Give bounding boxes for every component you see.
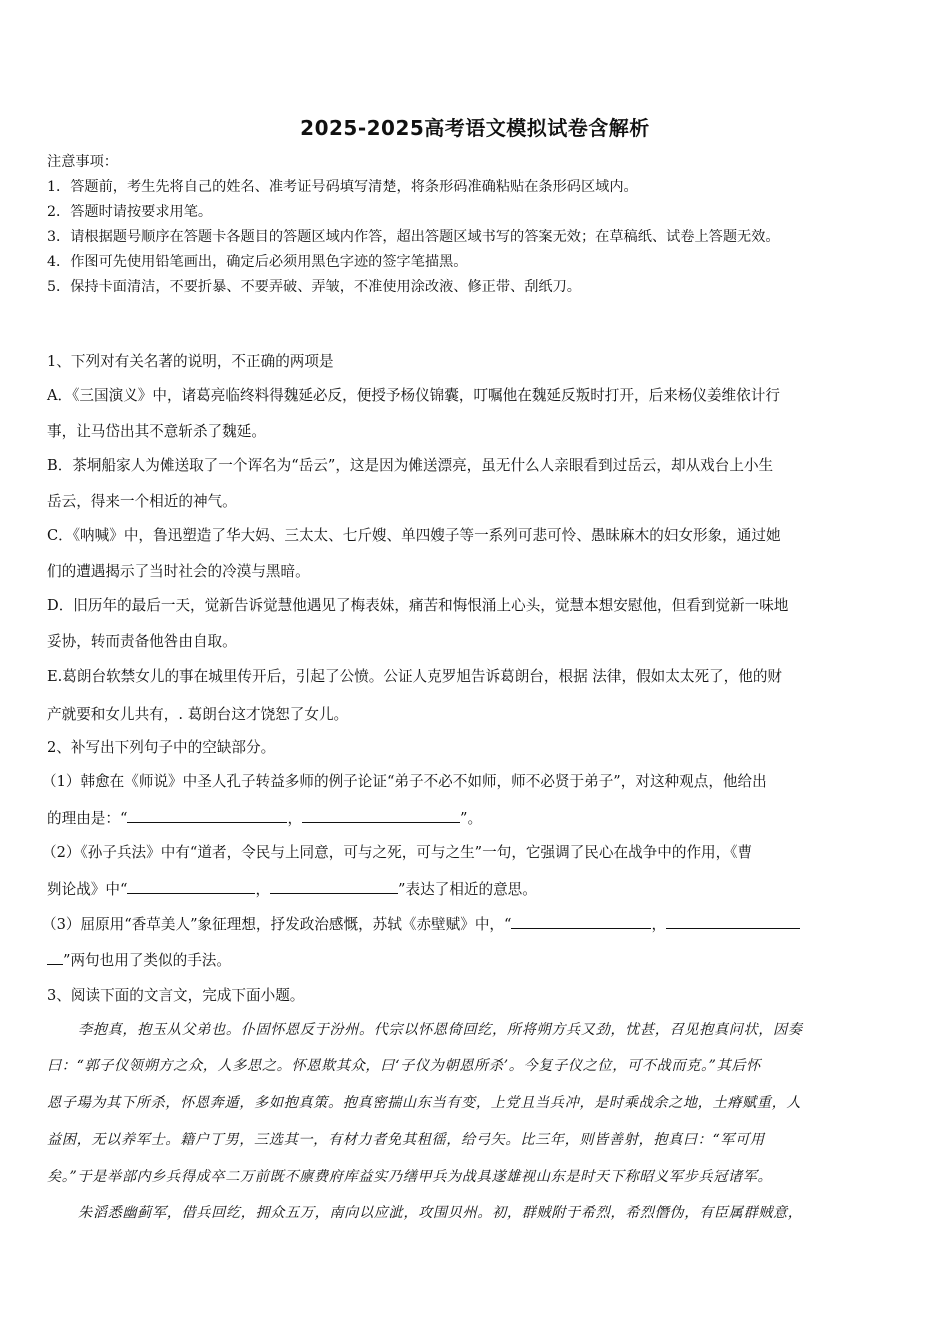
answer-blank[interactable] (127, 808, 287, 823)
notice-heading: 注意事项： (47, 154, 118, 170)
q2-part-3-prefix: （3）屈原用“香草美人”象征理想，抒发政治感慨，苏轼《赤壁赋》中，“ (42, 916, 512, 933)
notice-item: 5．保持卡面清洁，不要折暴、不要弄破、弄皱，不准使用涂改液、修正带、刮纸刀。 (47, 279, 581, 295)
option-e: E.葛朗台软禁女儿的事在城里传开后，引起了公愤。公证人克罗旭告诉葛朗台，根据 法律，假如太太死了，他的财 (47, 668, 783, 685)
answer-blank[interactable] (511, 914, 651, 929)
option-c: C．《呐喊》中，鲁迅塑造了华大妈、三太太、七斤嫂、单四嫂子等一系列可悲可怜、愚昧麻木的妇女形象，通过她 (47, 527, 781, 544)
q2-part-1-suffix: ”。 (460, 810, 483, 827)
passage-line: 恩子瑒为其下所杀，怀恩奔遁，多如抱真策。抱真密揣山东当有变，上党且当兵冲，是时乘战余之地，土瘠赋重，人 (47, 1095, 802, 1111)
q2-part-3-sep: ， (651, 916, 667, 933)
passage-line: 李抱真，抱玉从父弟也。仆固怀恩反于汾州。代宗以怀恩倚回纥，所将朔方兵又劲，忧甚，召见抱真问状，因奏 (78, 1022, 803, 1038)
option-a: A．《三国演义》中，诸葛亮临终料得魏延必反，便授予杨仪锦囊，叮嘱他在魏延反叛时打开，后来杨仪姜维依计行 (47, 387, 780, 404)
notice-item: 4．作图可先使用铅笔画出，确定后必须用黑色字迹的签字笔描黑。 (47, 254, 468, 270)
q2-part-1-answer (47, 808, 910, 829)
q2-part-3-suffix: ”两句也用了类似的手法。 (63, 952, 231, 969)
q2-part-2-suffix: ”表达了相近的意思。 (398, 881, 537, 898)
question-2-stem: 2、补写出下列句子中的空缺部分。 (47, 739, 276, 756)
passage-line: 朱滔悉幽蓟军，借兵回纥，拥众五万，南向以应泚，攻围贝州。初，群贼附于希烈，希烈僭伪，有臣属群贼意， (78, 1205, 803, 1221)
notice-item: 3．请根据题号顺序在答题卡各题目的答题区域内作答，超出答题区域书写的答案无效；在草稿纸、试卷上答题无效。 (47, 229, 780, 245)
option-b-cont: 岳云，得来一个相近的神气。 (47, 493, 237, 510)
option-d-cont: 妥协，转而责备他咎由自取。 (47, 633, 237, 650)
answer-blank[interactable] (666, 914, 800, 929)
question-1-stem: 1、下列对有关名著的说明，不正确的两项是 (47, 353, 334, 370)
q2-part-2-answer (47, 879, 910, 900)
answer-blank[interactable] (302, 808, 460, 823)
q2-part-3-answer (47, 950, 910, 971)
notice-item: 2．答题时请按要求用笔。 (47, 204, 213, 220)
option-c-cont: 们的遭遇揭示了当时社会的冷漠与黑暗。 (47, 563, 310, 580)
answer-blank[interactable] (270, 879, 398, 894)
q2-part-3 (42, 914, 910, 935)
passage-line: 曰：“郭子仪领朔方之众，人多思之。怀恩欺其众，曰‘子仪为朝恩所杀’。今复子仪之位，可不战而克。”其后怀 (47, 1058, 761, 1074)
option-a-cont: 事，让马岱出其不意斩杀了魏延。 (47, 423, 266, 440)
page-title: 2025-2025高考语文模拟试卷含解析 (300, 116, 650, 140)
notice-item: 1．答题前，考生先将自己的姓名、准考证号码填写清楚，将条形码准确粘贴在条形码区域内。 (47, 179, 638, 195)
q2-part-1: （1）韩愈在《师说》中圣人孔子转益多师的例子论证“弟子不必不如师，师不必贤于弟子”，对这种观点，他给出 (42, 773, 767, 790)
question-3-stem: 3、阅读下面的文言文，完成下面小题。 (47, 987, 305, 1004)
q2-part-2: （2）《孙子兵法》中有“道者，令民与上同意，可与之死，可与之生”一句，它强调了民心在战争中的作用，《曹 (42, 844, 753, 861)
q2-part-1-sep: ， (287, 810, 303, 827)
answer-blank[interactable] (47, 950, 63, 965)
option-b: B．茶垌船家人为傩送取了一个诨名为“岳云”，这是因为傩送漂亮，虽无什么人亲眼看到过岳云，却从戏台上小生 (47, 457, 774, 474)
passage-line: 矣。”于是举部内乡兵得成卒二万前既不廪费府库益实乃缮甲兵为战具遂雄视山东是时天下称昭义军步兵冠诸军。 (47, 1169, 773, 1185)
passage-line: 益困，无以养军士。籍户丁男，三选其一，有材力者免其租徭，给弓矢。比三年，则皆善射，抱真曰：“军可用 (47, 1132, 765, 1148)
answer-blank[interactable] (127, 879, 255, 894)
option-d: D．旧历年的最后一天，觉新告诉觉慧他遇见了梅表妹，痛苦和悔恨涌上心头，觉慧本想安慰他，但看到觉新一味地 (47, 597, 789, 614)
q2-part-1-prefix: 的理由是：“ (47, 810, 128, 827)
option-e-cont: 产就要和女儿共有，. 葛朗台这才饶恕了女儿。 (47, 706, 349, 723)
q2-part-2-sep: ， (255, 881, 271, 898)
q2-part-2-prefix: 刿论战》中“ (47, 881, 128, 898)
